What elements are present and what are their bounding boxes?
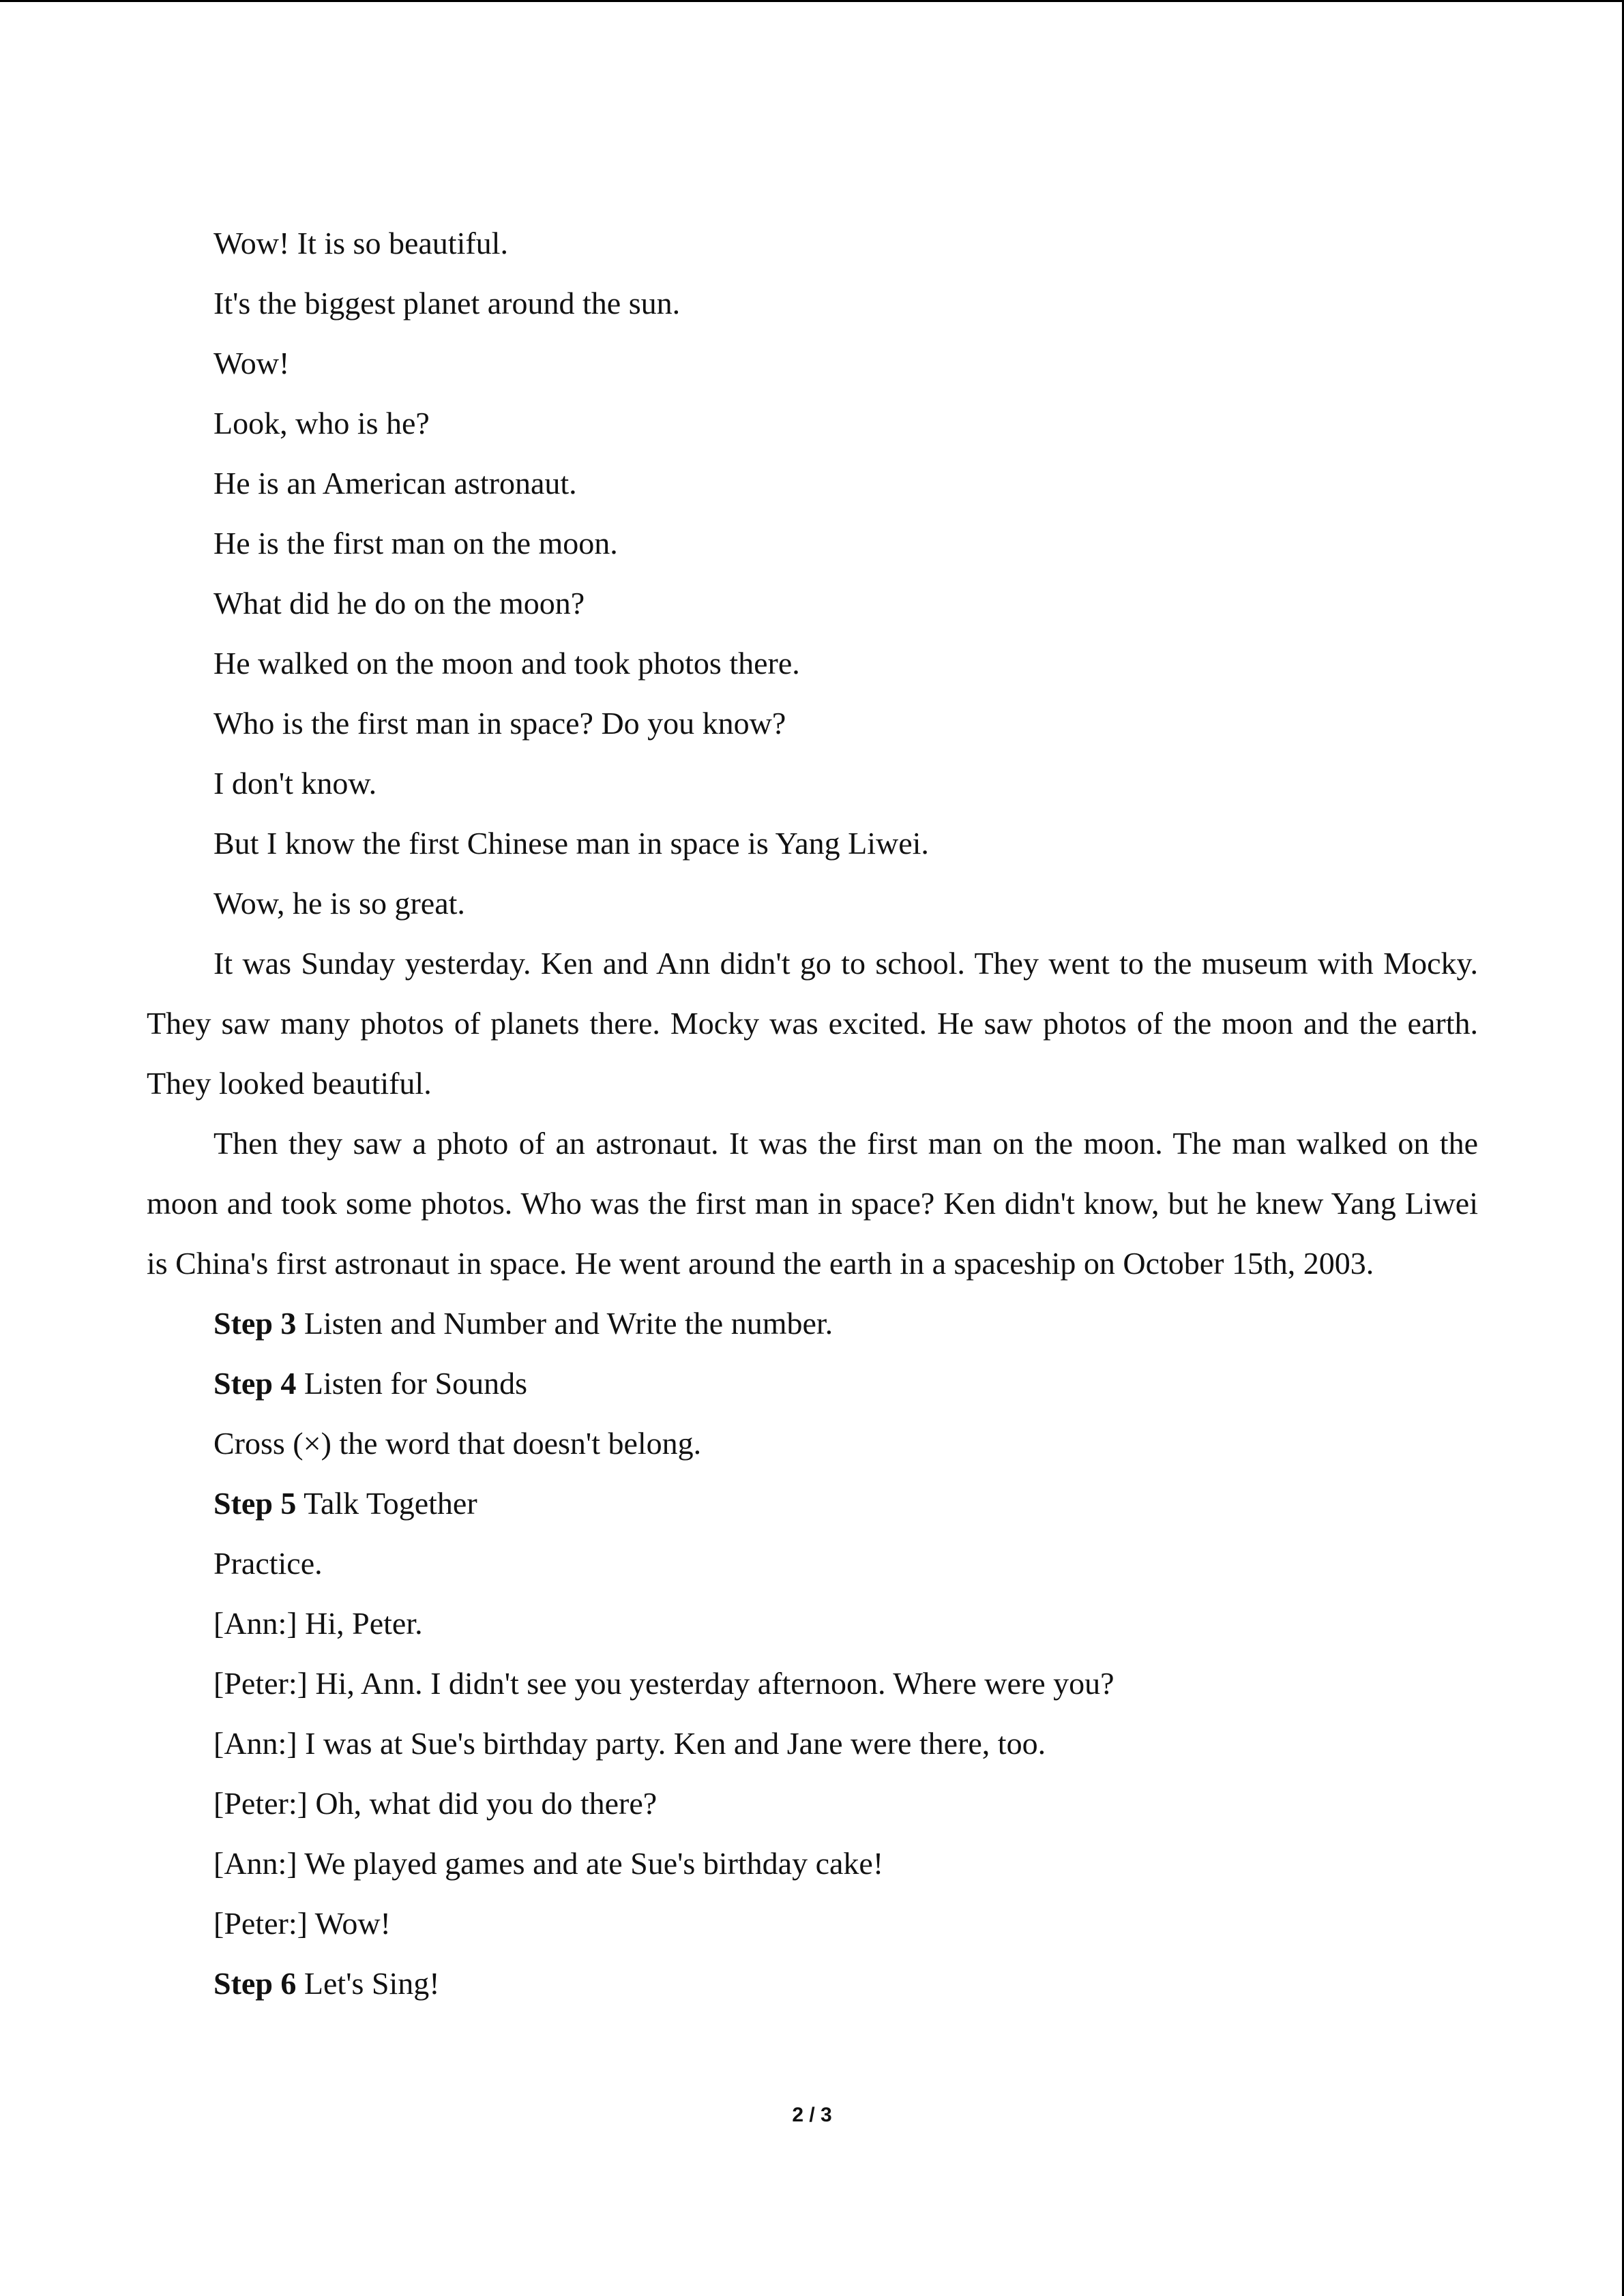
dialogue-line: [Ann:] I was at Sue's birthday party. Ken and Jane were there, too. xyxy=(213,1726,1046,1761)
step-6-heading xyxy=(147,1954,1478,2014)
step-label: Step 5 xyxy=(213,1486,297,1521)
step-label: Step 4 xyxy=(213,1366,297,1401)
text-line: Look, who is he? xyxy=(213,406,430,441)
text-line: Who is the first man in space? Do you know? xyxy=(213,706,786,741)
story-paragraph: It was Sunday yesterday. Ken and Ann didn't go to school. They went to the museum with Mocky. They saw many photos of planets there. Mocky was excited. He saw photos of the moon and the earth. They looked beautiful. xyxy=(147,946,1478,1101)
step-4-heading xyxy=(147,1354,1478,1414)
dialogue-line: [Ann:] Hi, Peter. xyxy=(213,1606,423,1641)
document-body xyxy=(147,213,1478,2014)
step-5-heading xyxy=(147,1474,1478,1534)
text-line: I don't know. xyxy=(213,766,377,801)
step-text: Let's Sing! xyxy=(304,1966,440,2001)
text-line: He is the first man on the moon. xyxy=(213,526,618,561)
text-line: He walked on the moon and took photos there. xyxy=(213,646,800,681)
step-text: Listen for Sounds xyxy=(304,1366,528,1401)
text-line: Wow! It is so beautiful. xyxy=(213,226,508,260)
step-label: Step 3 xyxy=(213,1306,297,1341)
step-4-instruction: Cross (×) the word that doesn't belong. xyxy=(213,1426,702,1461)
step-label: Step 6 xyxy=(213,1966,297,2001)
practice-label: Practice. xyxy=(213,1546,323,1581)
text-line: Wow! xyxy=(213,346,290,381)
text-line: Wow, he is so great. xyxy=(213,886,465,921)
step-3-heading xyxy=(147,1294,1478,1354)
text-line: It's the biggest planet around the sun. xyxy=(213,286,681,320)
text-line: He is an American astronaut. xyxy=(213,466,577,501)
page-number: 2 / 3 xyxy=(792,2104,832,2126)
text-line: What did he do on the moon? xyxy=(213,586,585,621)
dialogue-line: [Ann:] We played games and ate Sue's birthday cake! xyxy=(213,1846,884,1881)
dialogue-line: [Peter:] Hi, Ann. I didn't see you yesterday afternoon. Where were you? xyxy=(213,1666,1114,1701)
story-paragraph: Then they saw a photo of an astronaut. It was the first man on the moon. The man walked on the moon and took some photos. Who was the first man in space? Ken didn't know, but he knew Yang Liwei is China's first astronaut in space. He went around the earth in a spaceship on October 15th, 2003. xyxy=(147,1126,1478,1281)
step-text: Talk Together xyxy=(304,1486,477,1521)
step-text: Listen and Number and Write the number. xyxy=(304,1306,833,1341)
dialogue-line: [Peter:] Oh, what did you do there? xyxy=(213,1786,658,1821)
dialogue-line: [Peter:] Wow! xyxy=(213,1906,391,1941)
text-line: But I know the first Chinese man in space is Yang Liwei. xyxy=(213,826,929,861)
